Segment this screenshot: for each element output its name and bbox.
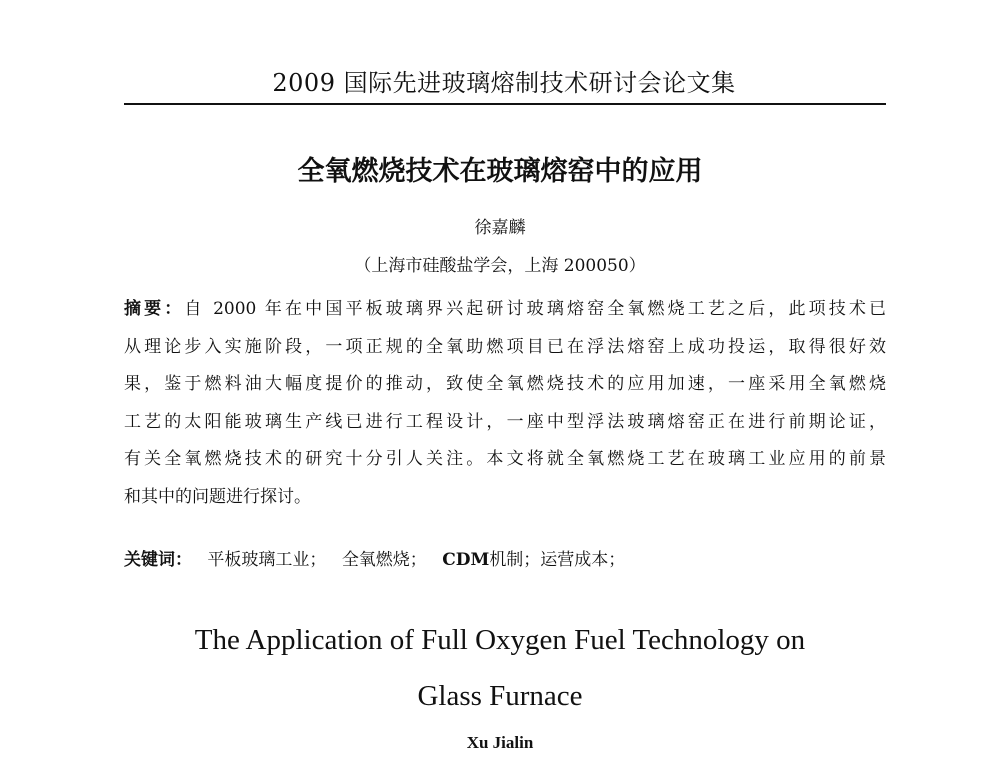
author-name-en: Xu Jialin bbox=[466, 733, 534, 752]
keyword-2: 全氧燃烧； bbox=[341, 550, 427, 570]
abstract-line-4: 工艺的太阳能玻璃生产线已进行工程设计，一座中型浮法玻璃熔窑正在进行前期论证， bbox=[124, 411, 886, 432]
abstract-line-5: 有关全氧燃烧技术的研究十分引人关注。本文将就全氧燃烧工艺在玻璃工业应用的前景 bbox=[124, 449, 886, 470]
keyword-4: 机制；运营成本； bbox=[489, 550, 626, 570]
abstract-line-2: 从理论步入实施阶段，一项正规的全氧助燃项目已在浮法熔窑上成功投运，取得很好效 bbox=[124, 336, 886, 357]
author-affiliation-cn: （上海市硅酸盐学会，上海 200050） bbox=[354, 256, 646, 276]
abstract-line-3: 果，鉴于燃料油大幅度提价的推动，致使全氧燃烧技术的应用加速，一座采用全氧燃烧 bbox=[124, 374, 886, 395]
abstract-line-1 bbox=[124, 291, 886, 329]
abstract bbox=[124, 291, 886, 517]
author-name-cn: 徐嘉麟 bbox=[474, 218, 526, 238]
keyword-1: 平板玻璃工业； bbox=[207, 550, 327, 570]
abstract-line-6: 和其中的问题进行探讨。 bbox=[124, 486, 311, 507]
header-rule bbox=[124, 103, 886, 105]
keywords-label: 关键词： bbox=[124, 550, 192, 570]
running-head: 2009 国际先进玻璃熔制技术研讨会论文集 bbox=[272, 69, 736, 97]
paper-title-cn: 全氧燃烧技术在玻璃熔窑中的应用 bbox=[297, 156, 703, 187]
paper-title-en-line-1: The Application of Full Oxygen Fuel Technology on bbox=[194, 624, 806, 656]
abstract-label: 摘要： bbox=[124, 299, 185, 319]
paper-title-en-line-2: Glass Furnace bbox=[417, 680, 583, 712]
abstract-text-1: 自 2000 年在中国平板玻璃界兴起研讨玻璃熔窑全氧燃烧工艺之后，此项技术已 bbox=[184, 299, 887, 319]
keywords bbox=[124, 547, 886, 573]
keyword-3: CDM bbox=[442, 550, 490, 570]
